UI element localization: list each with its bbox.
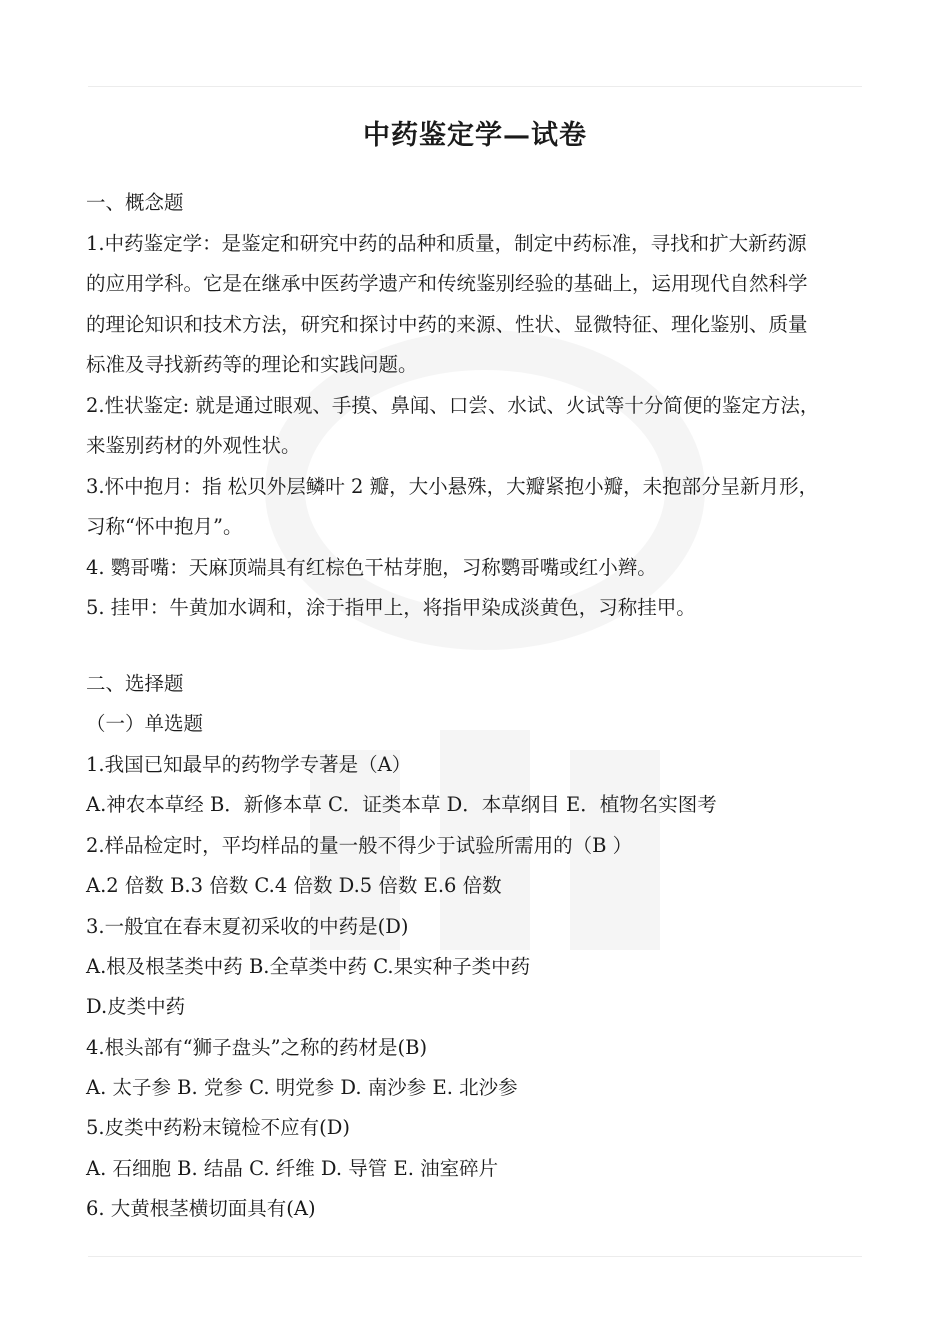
choice-q4-options: A. 太子参 B. 党参 C. 明党参 D. 南沙参 E. 北沙参 [86,1076,518,1099]
concept-q1-line3: 的理论知识和技术方法，研究和探讨中药的来源、性状、显微特征、理化鉴别、质量 [86,313,808,336]
concept-q5: 5. 挂甲：牛黄加水调和，涂于指甲上，将指甲染成淡黄色，习称挂甲。 [86,596,696,619]
choice-q4: 4.根头部有“狮子盘头”之称的药材是(B) [86,1036,428,1059]
choice-q5: 5.皮类中药粉末镜检不应有(D) [86,1116,350,1139]
choice-q6: 6. 大黄根茎横切面具有(A) [86,1197,316,1220]
concept-q3-line2: 习称“怀中抱月”。 [86,515,243,538]
concept-q1-line1: 1.中药鉴定学：是鉴定和研究中药的品种和质量，制定中药标准，寻找和扩大新药源 [86,232,807,255]
concept-q2-line1: 2.性状鉴定: 就是通过眼观、手摸、鼻闻、口尝、水试、火试等十分简便的鉴定方法， [86,394,820,417]
concept-q3-line1: 3.怀中抱月：指 松贝外层鳞叶 2 瓣，大小悬殊，大瓣紧抱小瓣，未抱部分呈新月形， [86,475,819,498]
choice-q2: 2.样品检定时，平均样品的量一般不得少于试验所需用的（B ） [86,834,633,857]
bottom-divider [88,1256,862,1257]
choice-q3-options-cont: D.皮类中药 [86,995,186,1018]
concept-q4: 4. 鹦哥嘴：天麻顶端具有红棕色干枯芽胞，习称鹦哥嘴或红小辫。 [86,556,657,579]
concept-q2-line2: 来鉴别药材的外观性状。 [86,434,301,457]
concept-q1-line4: 标准及寻找新药等的理论和实践问题。 [86,353,418,376]
choice-q1-options: A.神农本草经 B．新修本草 C．证类本草 D．本草纲目 E．植物名实图考 [86,793,717,816]
choice-q2-options: A.2 倍数 B.3 倍数 C.4 倍数 D.5 倍数 E.6 倍数 [86,874,502,897]
subheading-single-choice: （一）单选题 [86,712,204,735]
top-divider [88,86,862,87]
section-heading-concepts: 一、概念题 [86,191,184,214]
exam-title: 中药鉴定学—试卷 [363,120,587,151]
section-heading-choice: 二、选择题 [86,672,184,695]
choice-q3: 3.一般宜在春末夏初采收的中药是(D) [86,915,409,938]
choice-q5-options: A. 石细胞 B. 结晶 C. 纤维 D. 导管 E. 油室碎片 [86,1157,499,1180]
choice-q1: 1.我国已知最早的药物学专著是（A） [86,753,412,776]
choice-q3-options: A.根及根茎类中药 B.全草类中药 C.果实种子类中药 [86,955,531,978]
concept-q1-line2: 的应用学科。它是在继承中医药学遗产和传统鉴别经验的基础上，运用现代自然科学 [86,272,808,295]
